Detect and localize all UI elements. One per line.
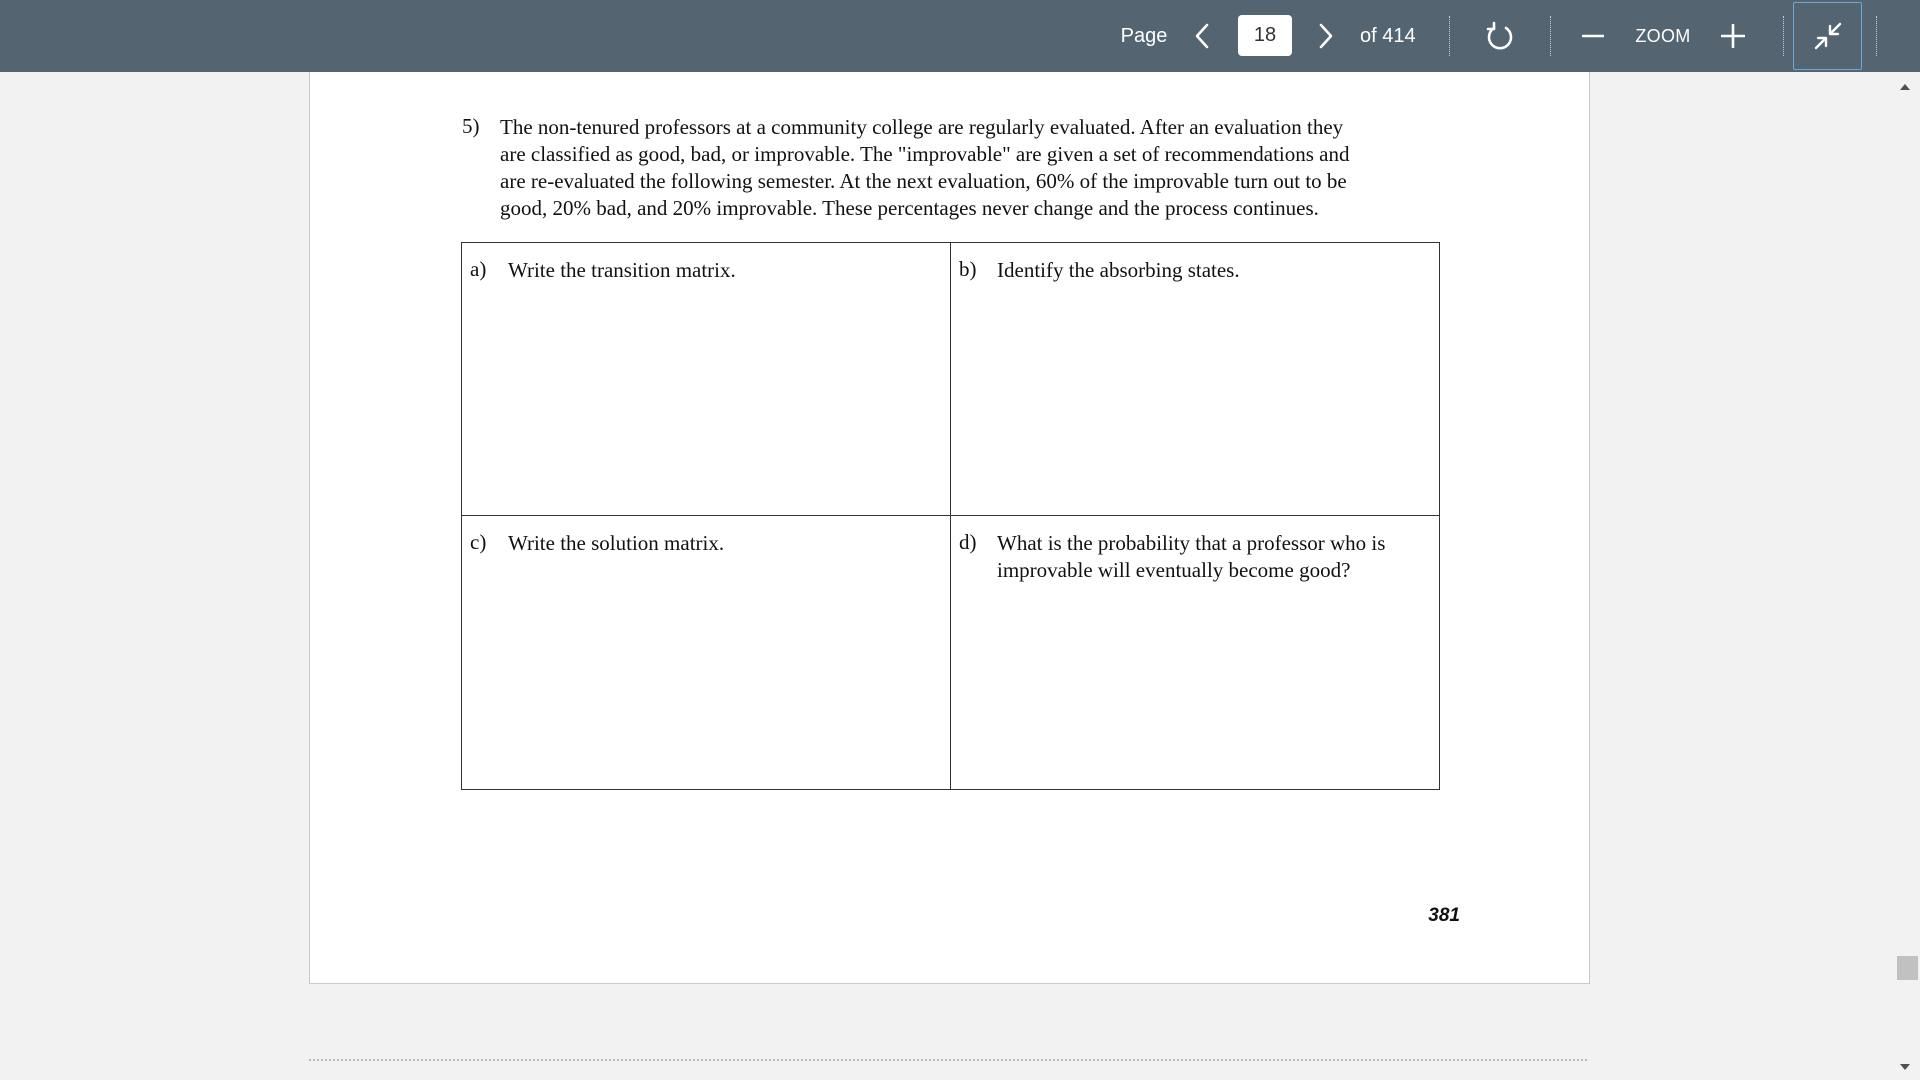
question-text — [500, 114, 1460, 222]
toolbar-separator — [1449, 16, 1450, 56]
part-text — [997, 257, 1427, 284]
part-c-cell — [462, 516, 951, 789]
part-b-cell — [951, 243, 1440, 516]
rotate-icon — [1485, 21, 1515, 51]
part-letter: d) — [959, 530, 977, 554]
zoom-out-button[interactable] — [1578, 0, 1608, 72]
zoom-in-button[interactable] — [1718, 0, 1748, 72]
viewer-toolbar — [0, 0, 1920, 72]
part-line: Write the transition matrix. — [508, 258, 736, 282]
next-page-edge — [309, 1059, 1587, 1061]
part-letter: c) — [470, 530, 487, 554]
question-line: The non-tenured professors at a community college are regularly evaluated. After an evaluation they — [500, 115, 1344, 139]
scrollbar-thumb[interactable] — [1897, 956, 1918, 980]
scroll-up-button[interactable] — [1898, 80, 1912, 92]
next-page-button[interactable] — [1312, 0, 1340, 72]
exit-fullscreen-button[interactable] — [1793, 2, 1862, 70]
rotate-button[interactable] — [1480, 0, 1520, 72]
triangle-down-icon — [1898, 1061, 1912, 1073]
document-page — [309, 72, 1590, 984]
part-line: improvable will eventually become good? — [997, 558, 1351, 582]
question-line: are re-evaluated the following semester. At the next evaluation, 60% of the improvable turn out to be — [500, 169, 1347, 193]
toolbar-separator — [1550, 16, 1551, 56]
page-number: 381 — [1428, 905, 1460, 926]
part-line: Identify the absorbing states. — [997, 258, 1240, 282]
question-line: good, 20% bad, and 20% improvable. These percentages never change and the process continues. — [500, 196, 1319, 220]
chevron-right-icon — [1318, 23, 1334, 49]
previous-page-button[interactable] — [1188, 0, 1216, 72]
part-letter: b) — [959, 257, 977, 281]
part-line: Write the solution matrix. — [508, 531, 725, 555]
plus-icon — [1721, 24, 1745, 48]
part-text — [508, 257, 938, 284]
part-letter: a) — [470, 257, 487, 281]
zoom-label: ZOOM — [1635, 25, 1691, 46]
minus-icon — [1582, 25, 1604, 47]
part-line: What is the probability that a professor who is — [997, 531, 1386, 555]
page-number-input[interactable] — [1238, 15, 1292, 56]
page-total: of 414 — [1360, 24, 1416, 47]
question-number: 5) — [462, 114, 480, 138]
page-label: Page — [1120, 24, 1168, 47]
part-d-cell — [951, 516, 1440, 789]
toolbar-separator — [1783, 16, 1784, 56]
part-text — [997, 530, 1427, 584]
question-line: are classified as good, bad, or improvable. The "improvable" are given a set of recommendations and — [500, 142, 1350, 166]
toolbar-separator — [1876, 16, 1877, 56]
answer-grid — [461, 242, 1440, 790]
part-text — [508, 530, 938, 557]
triangle-up-icon — [1898, 81, 1912, 93]
chevron-left-icon — [1194, 23, 1210, 49]
document-viewer — [0, 72, 1920, 1080]
scroll-down-button[interactable] — [1898, 1060, 1912, 1072]
part-a-cell — [462, 243, 951, 516]
collapse-icon — [1814, 22, 1842, 50]
